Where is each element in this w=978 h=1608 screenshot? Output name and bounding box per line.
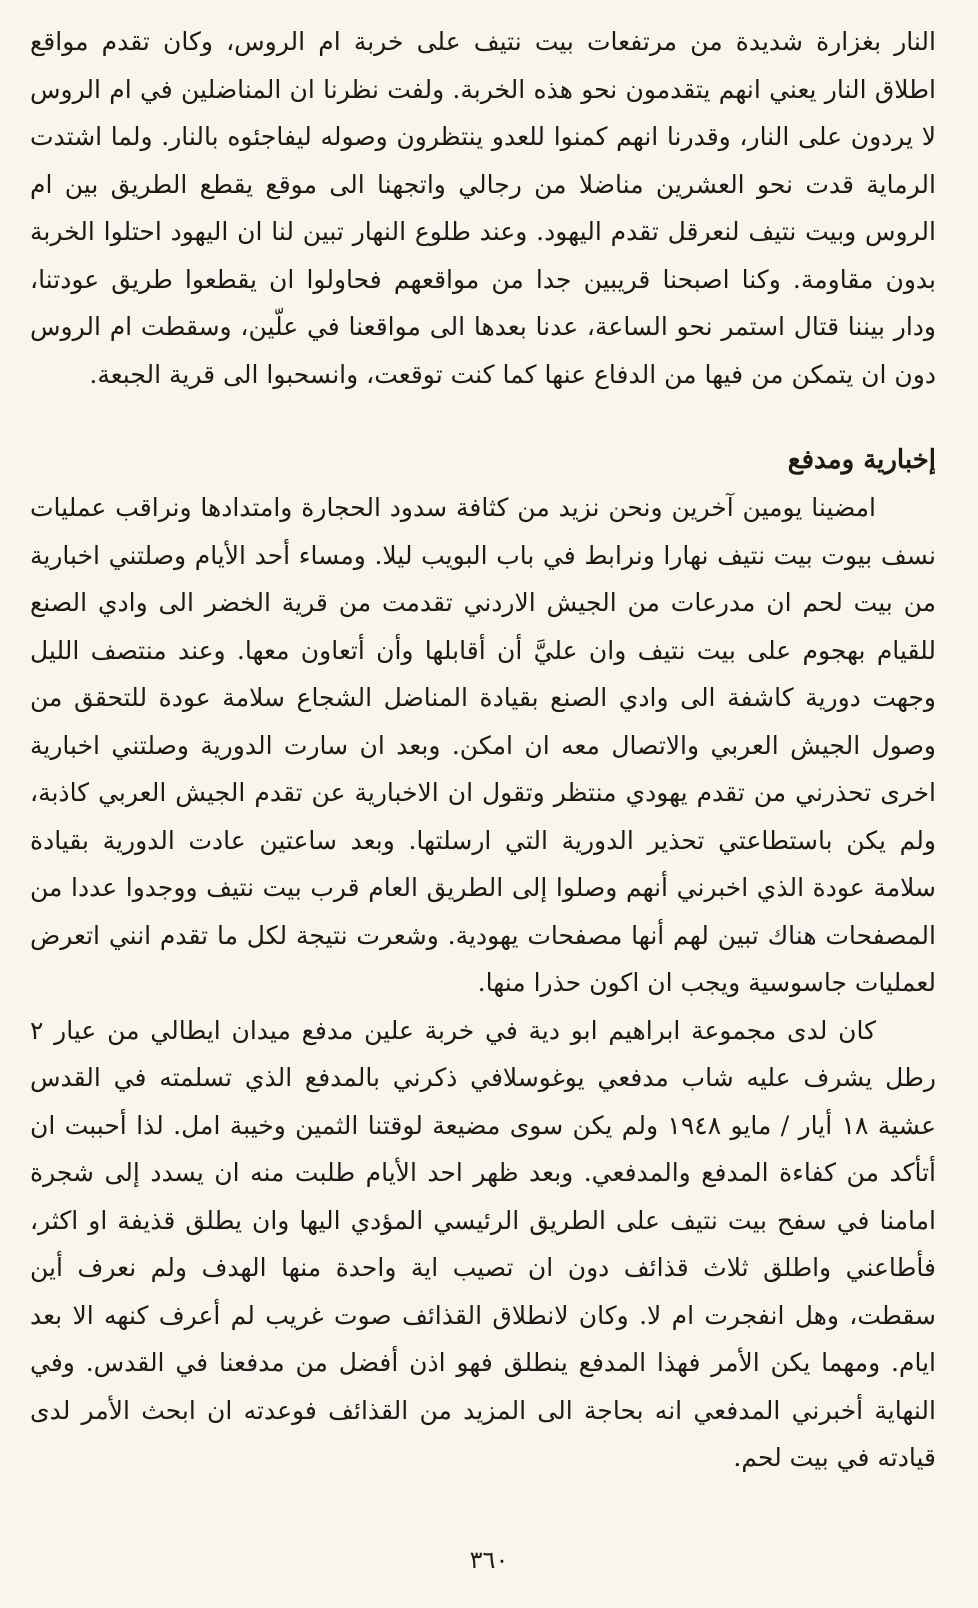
body-paragraph-3: كان لدى مجموعة ابراهيم ابو دية في خربة علين مدفع ميدان ايطالي من عيار ٢ رطل يشرف عليه شاب مدفعي يوغوسلافي ذكرني بالمدفع الذي تسلمته في القدس عشية ١٨ أيار / مايو ١٩٤٨ ولم يكن سوى مضيعة لوقتنا الثمين وخيبة امل. لذا أحببت ان أتأكد من كفاءة المدفع والمدفعي. وبعد ظهر احد الأيام طلبت منه ان يسدد إلى شجرة امامنا في سفح بيت نتيف على الطريق الرئيسي المؤدي اليها وان يطلق قذيفة او اكثر، فأطاعني واطلق ثلاث قذائف دون ان تصيب اية واحدة منها الهدف ولم نعرف أين سقطت، وهل انفجرت ام لا. وكان لانطلاق القذائف صوت غريب لم أعرف كنهه الا بعد ايام. ومهما يكن الأمر فهذا المدفع ينطلق فهو اذن أفضل من مدفعنا في القدس. وفي النهاية أخبرني المدفعي انه بحاجة الى المزيد من القذائف فوعدته ان ابحث الأمر لدى قيادته في بيت لحم.	[30, 1015, 936, 1472]
body-paragraph-1: النار بغزارة شديدة من مرتفعات بيت نتيف على خربة ام الروس، وكان تقدم مواقع اطلاق النار يعني انهم يتقدمون نحو هذه الخربة. ولفت نظرنا ان المناضلين في ام الروس لا يردون على النار، وقدرنا انهم كمنوا للعدو ينتظرون وصوله ليفاجئوه بالنار. ولما اشتدت الرماية قدت نحو العشرين مناضلا من رجالي واتجهنا الى موقع يقطع الطريق بين ام الروس وبيت نتيف لنعرقل تقدم اليهود. وعند طلوع النهار تبين لنا ان اليهود احتلوا الخربة بدون مقاومة. وكنا اصبحنا قريبين جدا من مواقعهم فحاولوا ان يقطعوا طريق عودتنا، ودار بيننا قتال استمر نحو الساعة، عدنا بعدها الى مواقعنا في علّين، وسقطت ام الروس دون ان يتمكن من فيها من الدفاع عنها كما كنت توقعت، وانسحبوا الى قرية الجبعة.	[30, 27, 936, 389]
section-heading: إخبارية ومدفع	[787, 445, 936, 475]
page-number: ٣٦٠	[469, 1546, 509, 1574]
book-page	[30, 18, 936, 1588]
body-paragraph-2: امضينا يومين آخرين ونحن نزيد من كثافة سدود الحجارة وامتدادها ونراقب عمليات نسف بيوت بيت نتيف نهارا ونرابط في باب البويب ليلا. ومساء أحد الأيام وصلتني اخبارية من بيت لحم ان مدرعات من الجيش الاردني تقدمت من قرية الخضر الى وادي الصنع للقيام بهجوم على بيت نتيف وان عليَّ أن أقابلها وأن أتعاون معها. وعند منتصف الليل وجهت دورية كاشفة الى وادي الصنع بقيادة المناضل الشجاع سلامة عودة للتحقق من وصول الجيش العربي والاتصال معه ان امكن. وبعد ان سارت الدورية وصلتني اخبارية اخرى تحذرني من تقدم يهودي منتظر وتقول ان الاخبارية عن تقدم الجيش العربي كاذبة، ولم يكن باستطاعتي تحذير الدورية التي ارسلتها. وبعد ساعتين عادت الدورية بقيادة سلامة عودة الذي اخبرني أنهم وصلوا إلى الطريق العام قرب بيت نتيف ووجدوا عددا من المصفحات هناك تبين لهم أنها مصفحات يهودية. وشعرت نتيجة لكل ما تقدم انني اتعرض لعمليات جاسوسية ويجب ان اكون حذرا منها.	[30, 493, 936, 997]
